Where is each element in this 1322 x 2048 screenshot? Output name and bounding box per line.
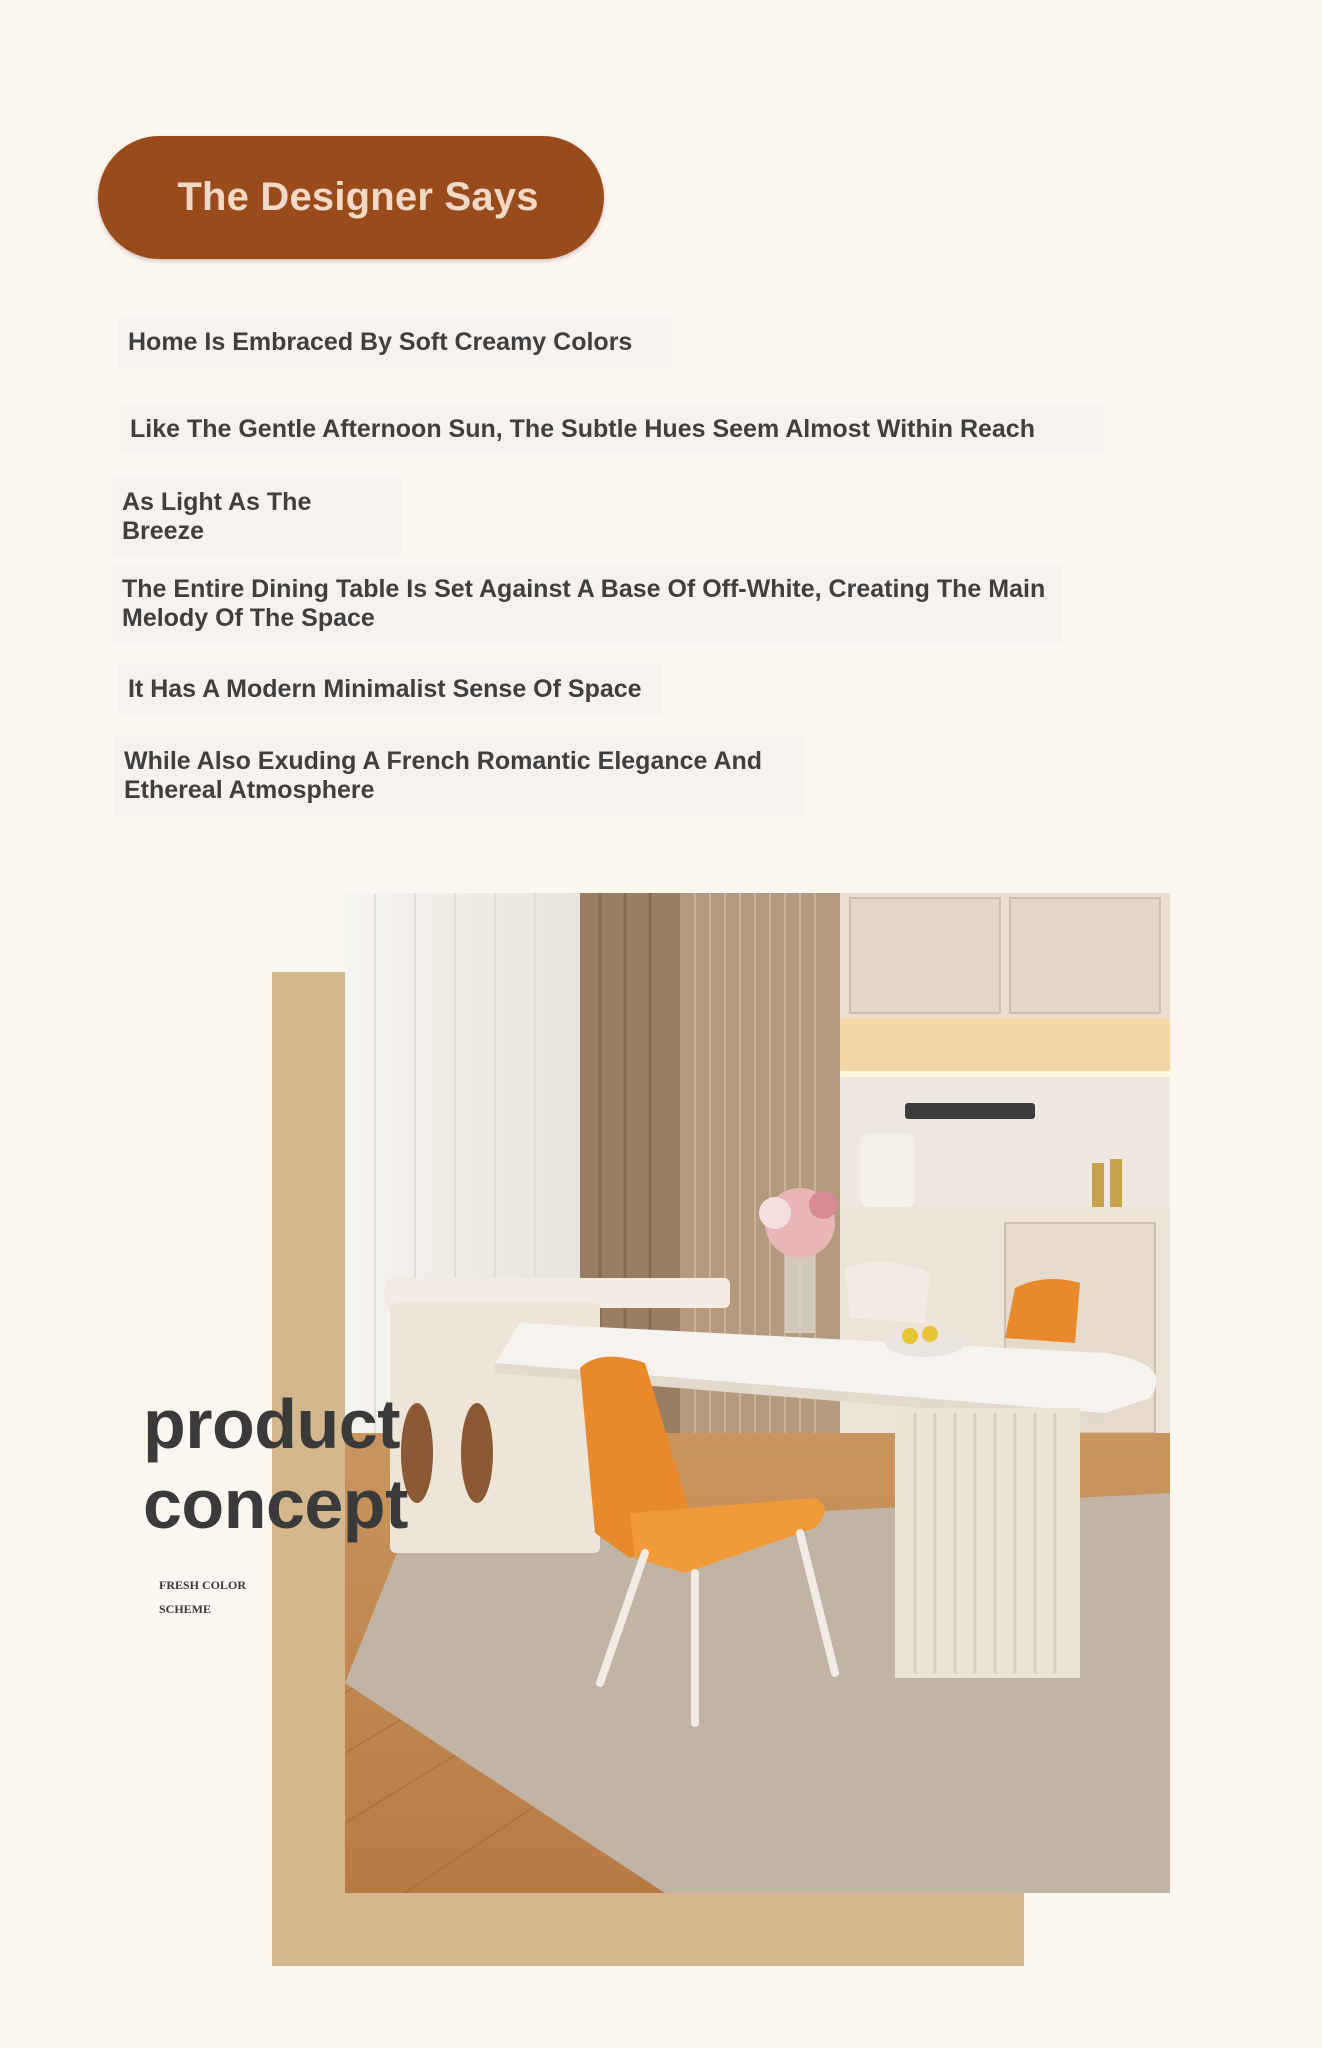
concept-line-1: product: [143, 1385, 401, 1463]
text-line-4: The Entire Dining Table Is Set Against A Base Of Off-White, Creating The Main Melody Of The Space: [122, 575, 1082, 633]
designer-says-badge: [98, 136, 604, 259]
concept-line-2: concept: [143, 1465, 408, 1543]
product-concept-heading: [143, 1384, 408, 1544]
text-line-6: While Also Exuding A French Romantic Elegance And Ethereal Atmosphere: [124, 747, 784, 805]
caption-line-1: FRESH COLOR: [159, 1578, 247, 1592]
dining-scene-illustration: [345, 893, 1170, 1893]
fresh-color-caption: [159, 1573, 246, 1621]
text-line-2: Like The Gentle Afternoon Sun, The Subtle Hues Seem Almost Within Reach: [130, 415, 1035, 444]
text-line-5: It Has A Modern Minimalist Sense Of Space: [128, 675, 642, 704]
text-line-1: Home Is Embraced By Soft Creamy Colors: [128, 328, 632, 357]
caption-line-2: SCHEME: [159, 1602, 212, 1616]
text-line-3: As Light As The Breeze: [122, 488, 362, 546]
designer-says-title: The Designer Says: [177, 175, 539, 219]
dining-room-photo: [345, 893, 1170, 1893]
